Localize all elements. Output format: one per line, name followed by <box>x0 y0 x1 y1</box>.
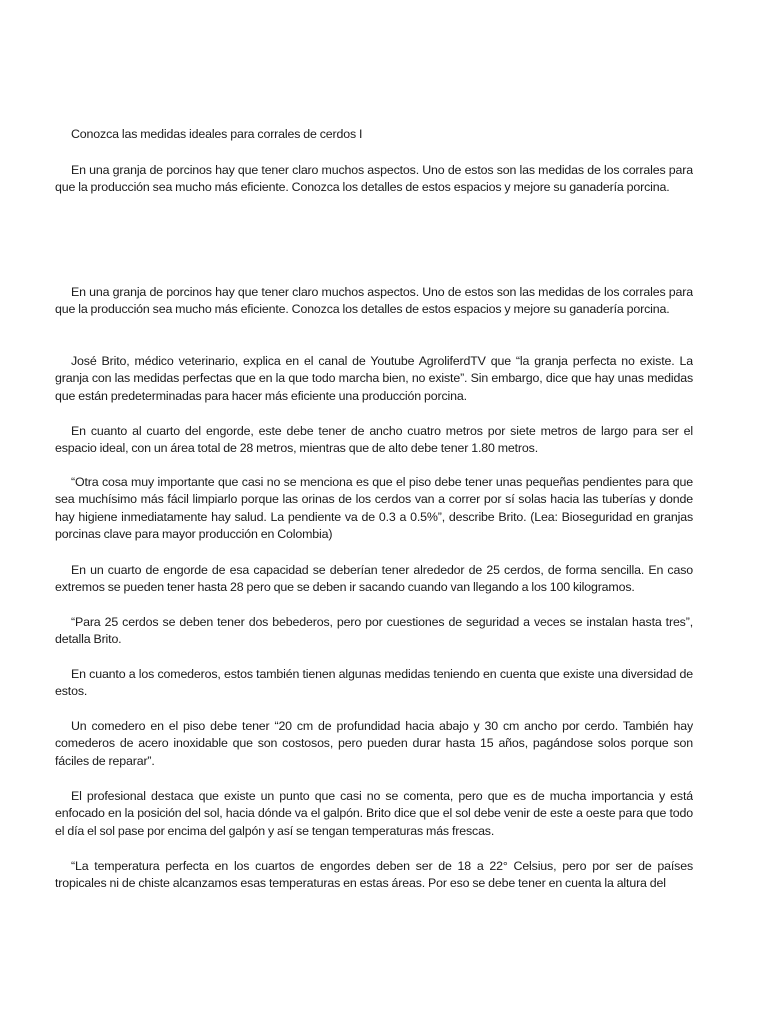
paragraph-intro-repeat: En una granja de porcinos hay que tener claro muchos aspectos. Uno de estos son las medidas de los corrales para que la producción sea mucho más eficiente. Conozca los detalles de estos espacios y mejore su ganadería porcina. <box>55 285 693 317</box>
paragraph-floor-feeder: Un comedero en el piso debe tener “20 cm de profundidad hacia abajo y 30 cm ancho por cerdo. También hay comederos de acero inoxidable que son costosos, pero pueden durar hasta 15 años, pagándose solos porque son fáciles de reparar”. <box>55 719 693 768</box>
paragraph-temperature: “La temperatura perfecta en los cuartos de engordes deben ser de 18 a 22° Celsius, pero por ser de países tropicales ni de chiste alcanzamos esas temperaturas en estas áreas. Por eso se debe tener en cuenta la altura del <box>55 859 693 891</box>
paragraph-intro: En una granja de porcinos hay que tener claro muchos aspectos. Uno de estos son las medidas de los corrales para que la producción sea mucho más eficiente. Conozca los detalles de estos espacios y mejore su ganadería porcina. <box>55 163 693 195</box>
paragraph-feeders: En cuanto a los comederos, estos también tienen algunas medidas teniendo en cuenta que existe una diversidad de estos. <box>55 667 693 699</box>
document-page <box>55 0 693 1024</box>
paragraph-pig-count: En un cuarto de engorde de esa capacidad se deberían tener alrededor de 25 cerdos, de forma sencilla. En caso extremos se pueden tener hasta 28 pero que se deben ir sacando cuando van llegando a los 100 kilogramos. <box>55 563 693 595</box>
paragraph-drinkers: “Para 25 cerdos se deben tener dos bebederos, pero por cuestiones de seguridad a veces se instalan hasta tres”, detalla Brito. <box>55 615 693 647</box>
paragraph-floor-slope: “Otra cosa muy importante que casi no se menciona es que el piso debe tener unas pequeñas pendientes para que sea muchísimo más fácil limpiarlo porque las orinas de los cerdos van a correr por sí solas hacia las tuberías y donde hay higiene inmediatamente hay salud. La pendiente va de 0.3 a 0.5%”, describe Brito. (Lea: Bioseguridad en granjas porcinas clave para mayor producción en Colombia) <box>55 475 693 542</box>
document-title: Conozca las medidas ideales para corrales de cerdos I <box>71 127 363 141</box>
paragraph-room-dimensions: En cuanto al cuarto del engorde, este debe tener de ancho cuatro metros por siete metros de largo para ser el espacio ideal, con un área total de 28 metros, mientras que de alto debe tener 1.80 metros. <box>55 424 693 456</box>
paragraph-brito-quote: José Brito, médico veterinario, explica en el canal de Youtube AgroliferdTV que “la granja perfecta no existe. La granja con las medidas perfectas que en la que todo marcha bien, no existe”. Sin embargo, dice que hay unas medidas que están predeterminadas para hacer más eficiente una producción porcina. <box>55 354 693 403</box>
paragraph-sun-position: El profesional destaca que existe un punto que casi no se comenta, pero que es de mucha importancia y está enfocado en la posición del sol, hacia dónde va el galpón. Brito dice que el sol debe venir de este a oeste para que todo el día el sol pase por encima del galpón y así se tengan temperaturas más frescas. <box>55 789 693 838</box>
